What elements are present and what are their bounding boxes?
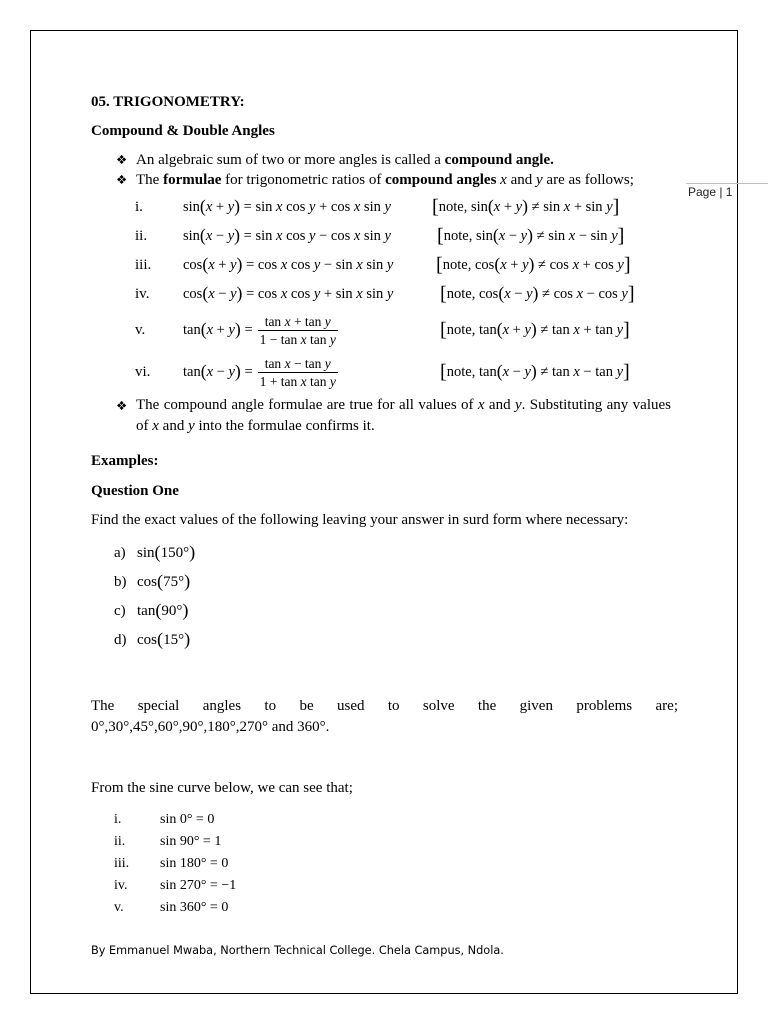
formula-note: [note, cos(x + y) ≠ cos x + cos y]	[436, 254, 631, 276]
bullet-emphasis: compound angles	[385, 172, 497, 188]
bullet-text: x and y are as follows;	[500, 172, 634, 188]
math-variable: y	[384, 228, 391, 244]
bracket: ]	[623, 254, 631, 276]
bracket: ]	[612, 196, 620, 218]
formula-row	[0, 354, 768, 390]
math-variable: y	[313, 257, 321, 273]
math-variable: x	[280, 257, 288, 273]
diamond-bullet-icon	[116, 152, 127, 168]
math-variable: x	[205, 199, 213, 215]
math-variable: x	[498, 228, 506, 244]
math-variable: y	[522, 257, 529, 273]
diamond-bullet-icon	[116, 398, 127, 414]
parenthesis: )	[184, 629, 191, 649]
bracket: [	[432, 196, 439, 218]
formula-note: [note, tan(x + y) ≠ tan x + tan y]	[440, 319, 630, 341]
formula: cos(x + y) = cos x cos y − sin x sin y	[183, 254, 394, 274]
math-variable: x	[284, 313, 291, 329]
math-variable: y	[324, 313, 331, 329]
sine-value-expression: sin 360° = 0	[160, 900, 229, 915]
sine-value-number: ii.	[114, 834, 126, 849]
math-variable: x	[502, 322, 510, 338]
math-variable: x	[356, 286, 363, 302]
formula-note: [note, sin(x − y) ≠ sin x − sin y]	[437, 225, 625, 247]
question-item-label: b)	[114, 574, 127, 590]
sine-value-number: i.	[114, 812, 122, 827]
math-variable: x	[500, 257, 507, 273]
bracket: [	[440, 283, 447, 305]
parenthesis: (	[200, 319, 207, 339]
sine-value-number: iv.	[114, 878, 128, 893]
parenthesis: )	[528, 254, 535, 274]
formula-note: [note, cos(x − y) ≠ cos x − cos y]	[440, 283, 635, 305]
question-item-expression: sin(150°)	[137, 542, 196, 562]
math-variable: x	[276, 199, 283, 215]
parenthesis: (	[200, 361, 207, 381]
fraction-denominator: 1 − tan x tan y	[259, 331, 336, 347]
fraction	[258, 355, 338, 390]
parenthesis: )	[189, 542, 196, 562]
bullet-formulae-intro	[136, 172, 634, 188]
math-variable: x	[353, 199, 361, 215]
math-variable: y	[526, 286, 533, 302]
math-variable: y	[515, 199, 523, 215]
parenthesis: (	[155, 600, 162, 620]
math-variable: x	[356, 257, 363, 273]
formula-number: i.	[135, 199, 143, 215]
math-variable: y	[313, 286, 321, 302]
math-variable: x	[206, 364, 214, 380]
math-variable: y	[230, 257, 237, 273]
math-variable: y	[228, 364, 235, 380]
math-variable: y	[309, 199, 316, 215]
formula-lhs: tan(x + y) =	[183, 319, 253, 339]
section-heading: Compound & Double Angles	[91, 123, 275, 139]
parenthesis: )	[234, 361, 241, 381]
math-variable: y	[621, 286, 628, 302]
math-variable: y	[520, 228, 528, 244]
math-variable: x	[563, 199, 571, 215]
parenthesis: (	[496, 361, 503, 381]
fraction	[258, 313, 338, 348]
parenthesis: )	[184, 571, 191, 591]
formula-lhs: tan(x − y) =	[183, 361, 253, 381]
math-variable: y	[384, 199, 391, 215]
bracket: [	[437, 225, 444, 247]
math-variable: x	[477, 397, 485, 413]
sine-curve-intro: From the sine curve below, we can see that;	[91, 780, 353, 796]
bullet-definition	[136, 152, 554, 168]
parenthesis: (	[199, 196, 206, 216]
math-variable: x	[152, 418, 159, 434]
bullet-validity: The compound angle formulae are true for all values of x and y. Substituting any values of x and y into the formulae confirms it.	[136, 397, 671, 434]
parenthesis: )	[530, 361, 537, 381]
question-item-expression: cos(75°)	[137, 571, 191, 591]
parenthesis: )	[527, 225, 533, 245]
sine-value-expression: sin 270° = −1	[160, 878, 237, 893]
math-variable: x	[284, 355, 291, 371]
formula: cos(x − y) = cos x cos y + sin x sin y	[183, 283, 394, 303]
bracket: [	[440, 361, 447, 383]
math-variable: x	[205, 228, 213, 244]
parenthesis: )	[530, 319, 537, 339]
formula-number: v.	[135, 322, 146, 338]
bracket: ]	[623, 361, 630, 383]
parenthesis: (	[492, 225, 499, 245]
page-footer: By Emmanuel Mwaba, Northern Technical College. Chela Campus, Ndola.	[91, 944, 504, 957]
math-variable: x	[208, 286, 215, 302]
bullet-text: An algebraic sum of two or more angles is called a	[136, 152, 445, 168]
bracket: ]	[617, 225, 625, 247]
math-variable: x	[568, 228, 576, 244]
formula-number: vi.	[135, 364, 151, 380]
bullet-emphasis: formulae	[163, 172, 222, 188]
parenthesis: (	[202, 283, 209, 303]
math-variable: y	[188, 418, 195, 434]
math-variable: x	[280, 286, 288, 302]
chapter-title: 05. TRIGONOMETRY:	[91, 94, 245, 110]
math-variable: y	[324, 355, 331, 371]
formula-number: ii.	[135, 228, 148, 244]
bracket: [	[436, 254, 443, 276]
parenthesis: )	[236, 283, 243, 303]
math-variable: y	[616, 322, 624, 338]
math-variable: x	[208, 257, 215, 273]
question-item-label: a)	[114, 545, 126, 561]
question-item-expression: cos(15°)	[137, 629, 191, 649]
parenthesis: (	[498, 283, 505, 303]
parenthesis: (	[154, 542, 161, 562]
special-angles-values: 0°,30°,45°,60°,90°,180°,270° and 360°.	[91, 719, 330, 735]
math-variable: x	[300, 331, 307, 347]
math-variable: x	[504, 286, 511, 302]
fraction-numerator: tan x + tan y	[264, 313, 331, 329]
math-variable: x	[353, 228, 361, 244]
formula: sin(x + y) = sin x cos y + cos x sin y	[183, 196, 391, 216]
formula-number: iv.	[135, 286, 150, 302]
formula-note: [note, sin(x + y) ≠ sin x + sin y]	[432, 196, 620, 218]
bullet-emphasis: compound angle.	[444, 152, 554, 168]
math-variable: x	[573, 364, 580, 380]
parenthesis: (	[199, 225, 206, 245]
math-variable: x	[572, 257, 580, 273]
math-variable: y	[524, 364, 531, 380]
math-variable: x	[206, 322, 214, 338]
parenthesis: )	[522, 196, 528, 216]
math-variable: x	[502, 364, 510, 380]
math-variable: y	[514, 397, 522, 413]
question-heading: Question One	[91, 483, 179, 499]
math-variable: y	[329, 331, 336, 347]
parenthesis: (	[487, 196, 494, 216]
examples-heading: Examples:	[91, 453, 159, 469]
math-variable: y	[616, 364, 624, 380]
bracket: ]	[627, 283, 635, 305]
bullet-text: for trigonometric ratios of	[221, 172, 386, 188]
header-rule	[686, 183, 768, 184]
bracket: ]	[623, 319, 630, 341]
parenthesis: (	[202, 254, 209, 274]
parenthesis: (	[494, 254, 501, 274]
bracket: [	[440, 319, 447, 341]
math-variable: y	[309, 228, 316, 244]
formula	[183, 312, 338, 348]
parenthesis: )	[234, 196, 241, 216]
question-item-expression: tan(90°)	[137, 600, 189, 620]
math-variable: x	[576, 286, 584, 302]
diamond-bullet-icon	[116, 172, 127, 188]
parenthesis: )	[182, 600, 189, 620]
sine-value-number: v.	[114, 900, 124, 915]
math-variable: y	[611, 228, 618, 244]
formula: sin(x − y) = sin x cos y − cos x sin y	[183, 225, 391, 245]
math-variable: x	[573, 322, 580, 338]
fraction-denominator: 1 + tan x tan y	[259, 373, 336, 389]
parenthesis: (	[496, 319, 503, 339]
math-variable: y	[227, 199, 235, 215]
formula-number: iii.	[135, 257, 152, 273]
parenthesis: )	[234, 225, 241, 245]
math-variable: y	[617, 257, 624, 273]
sine-value-expression: sin 0° = 0	[160, 812, 215, 827]
sine-value-expression: sin 90° = 1	[160, 834, 222, 849]
parenthesis: (	[157, 571, 164, 591]
math-variable: y	[228, 322, 235, 338]
question-prompt: Find the exact values of the following leaving your answer in surd form where necessary:	[91, 512, 629, 528]
parenthesis: )	[532, 283, 539, 303]
parenthesis: )	[234, 319, 241, 339]
fraction-numerator: tan x − tan y	[264, 355, 331, 371]
math-variable: x	[493, 199, 501, 215]
math-variable: y	[386, 286, 394, 302]
bullet-text: The	[136, 172, 164, 188]
question-item-label: c)	[114, 603, 126, 619]
formula-row	[0, 312, 768, 348]
special-angles-intro: The special angles to be used to solve the given problems are;	[91, 698, 678, 714]
parenthesis: )	[236, 254, 243, 274]
formula	[183, 354, 338, 390]
math-variable: y	[227, 228, 235, 244]
math-variable: y	[524, 322, 531, 338]
sine-value-expression: sin 180° = 0	[160, 856, 229, 871]
formula-note: [note, tan(x − y) ≠ tan x − tan y]	[440, 361, 630, 383]
math-variable: y	[329, 373, 336, 389]
math-variable: x	[276, 228, 283, 244]
question-item-label: d)	[114, 632, 127, 648]
math-variable: y	[230, 286, 237, 302]
math-variable: y	[386, 257, 394, 273]
page-number: Page | 1	[688, 185, 733, 199]
sine-value-number: iii.	[114, 856, 130, 871]
math-variable: y	[606, 199, 613, 215]
parenthesis: (	[157, 629, 164, 649]
math-variable: x	[300, 373, 307, 389]
math-variable: y	[536, 172, 543, 188]
math-variable: x	[500, 172, 507, 188]
